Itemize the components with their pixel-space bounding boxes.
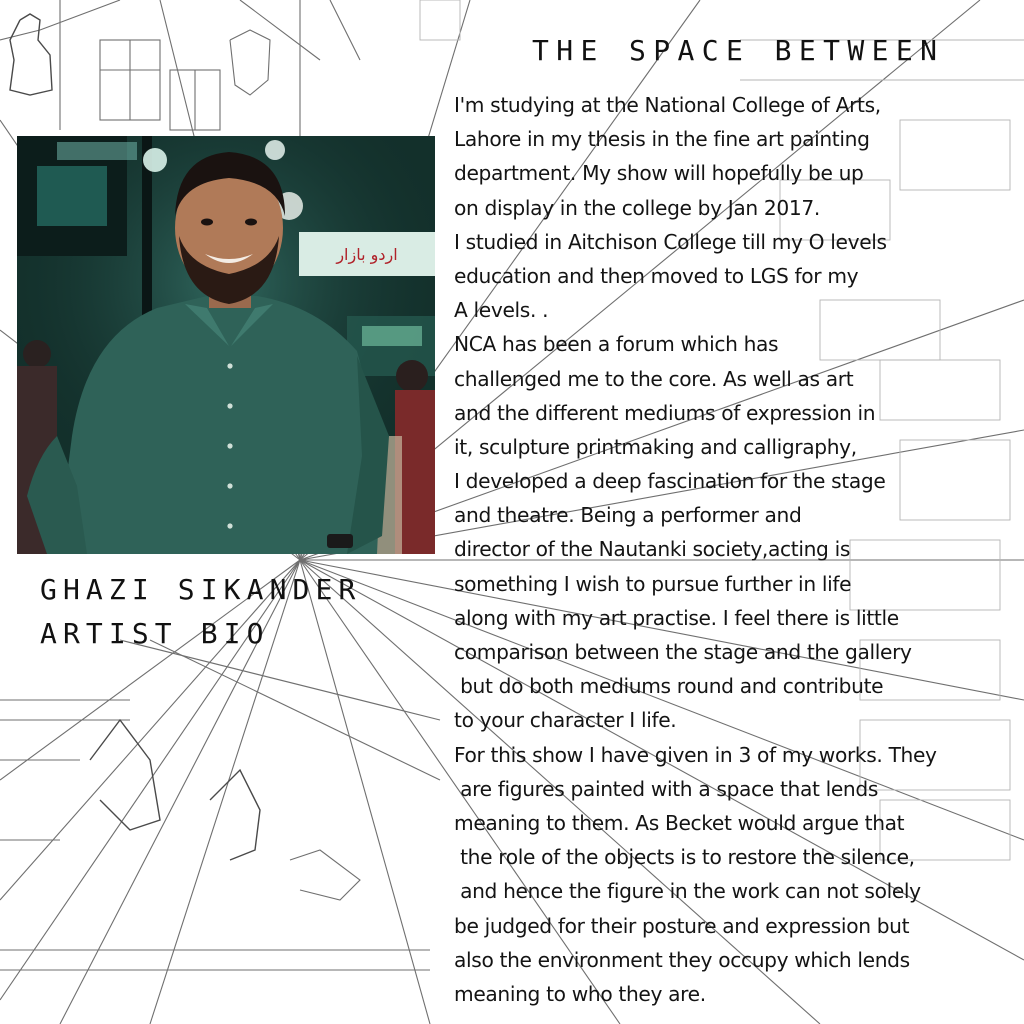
artist-name-block xyxy=(40,568,361,656)
bio-text xyxy=(454,88,1020,1011)
bio-line: A levels. . xyxy=(454,298,549,323)
bio-line: but do both mediums round and contribute xyxy=(454,674,884,699)
bio-line: and theatre. Being a performer and xyxy=(454,503,802,528)
bio-line: department. My show will hopefully be up xyxy=(454,161,864,186)
ledges-lower-left xyxy=(0,640,440,970)
bio-line: and the different mediums of expression in xyxy=(454,400,876,425)
lamp-light xyxy=(143,148,167,172)
bio-line: meaning to them. As Becket would argue that xyxy=(454,810,905,835)
bio-line: meaning to who they are. xyxy=(454,981,706,1006)
bio-line: challenged me to the core. As well as art xyxy=(454,366,854,391)
bio-line: For this show I have given in 3 of my works. They xyxy=(454,742,937,767)
bio-line: something I wish to pursue further in life xyxy=(454,571,852,596)
bio-line: along with my art practise. I feel there is little xyxy=(454,605,899,630)
bio-line: education and then moved to LGS for my xyxy=(454,263,859,288)
page-title: THE SPACE BETWEEN xyxy=(532,34,945,67)
bio-line: also the environment they occupy which lends xyxy=(454,947,910,972)
artist-portrait-illustration xyxy=(17,136,435,554)
bio-line: comparison between the stage and the gallery xyxy=(454,640,912,664)
shop-sign-text: اردو بازار xyxy=(336,245,398,264)
bio-line: Lahore in my thesis in the fine art painting xyxy=(454,127,870,152)
bio-line: director of the Nautanki society,acting is xyxy=(454,537,850,562)
bio-line: on display in the college by Jan 2017. xyxy=(454,195,820,220)
artist-photo xyxy=(17,136,435,554)
artist-bio-heading: ARTIST BIO xyxy=(40,617,270,650)
bio-line: I studied in Aitchison College till my O levels xyxy=(454,229,887,254)
bio-line: I developed a deep fascination for the stage xyxy=(454,469,886,494)
bio-line: and hence the figure in the work can not solely xyxy=(454,879,921,904)
bio-line: be judged for their posture and expression but xyxy=(454,913,910,938)
bio-line: to your character I life. xyxy=(454,708,677,733)
bio-line: NCA has been a forum which has xyxy=(454,332,779,357)
bio-line: the role of the objects is to restore the silence, xyxy=(454,845,915,870)
building-facade-left xyxy=(0,0,460,130)
artist-name: GHAZI SIKANDER xyxy=(40,573,362,606)
bio-line: I'm studying at the National College of Arts, xyxy=(454,93,881,117)
bio-line: it, sculpture printmaking and calligraphy, xyxy=(454,434,857,459)
bio-line: are figures painted with a space that lends xyxy=(454,776,879,801)
